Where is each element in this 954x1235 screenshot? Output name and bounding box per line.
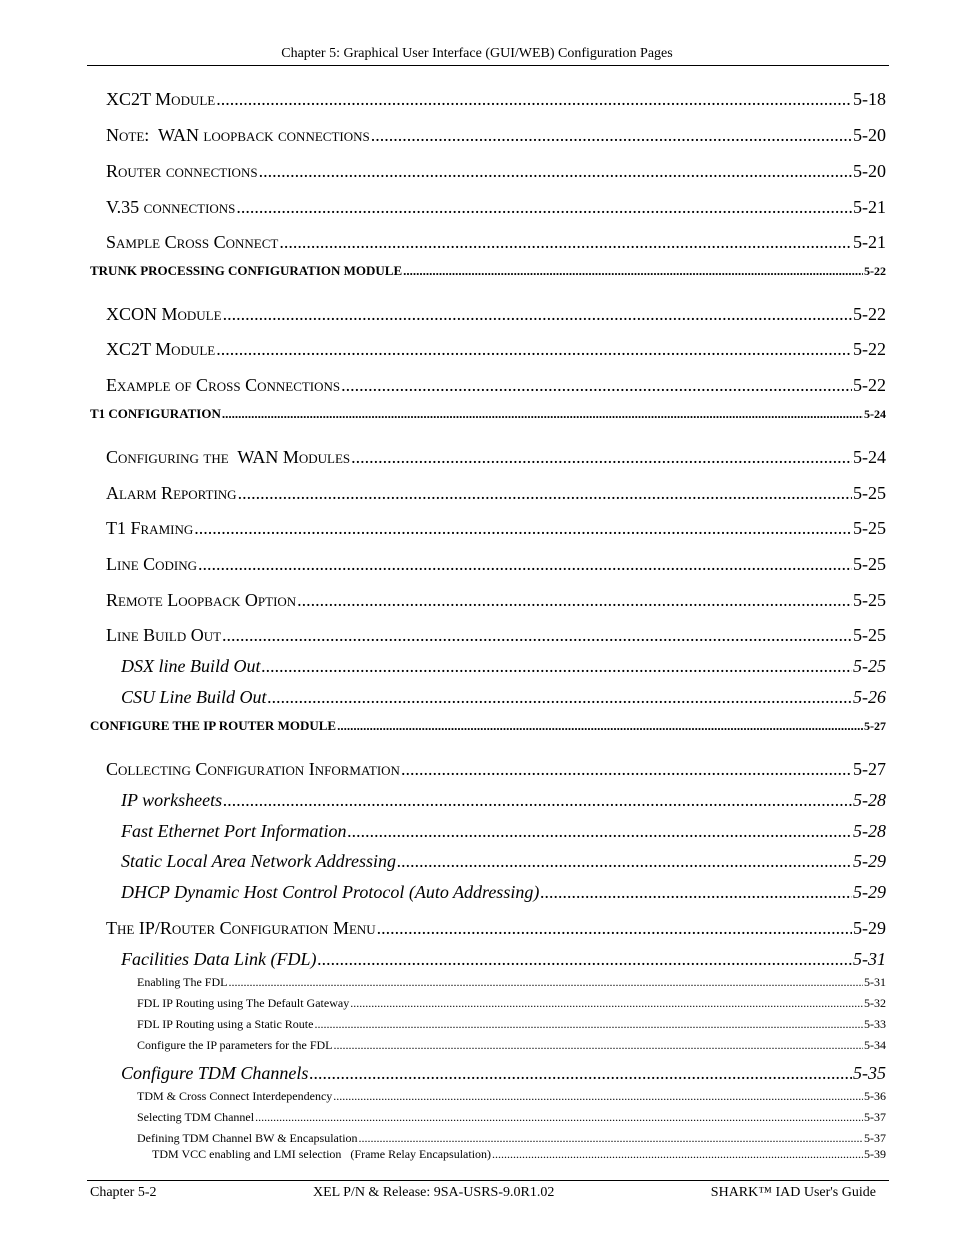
footer-chapter: Chapter 5-2: [90, 1185, 157, 1200]
toc-entry-page: 5-37: [864, 1131, 886, 1145]
toc-entry[interactable]: [137, 1017, 886, 1032]
toc-entry-title: Facilities Data Link (FDL): [121, 949, 317, 969]
toc-entry-title: V.35 connections: [106, 197, 236, 217]
toc-dot-leader: [333, 1089, 863, 1104]
toc-dot-leader: [337, 718, 863, 734]
toc-entry-page: 5-27: [864, 719, 886, 733]
toc-dot-leader: [279, 232, 852, 253]
toc-entry[interactable]: [106, 625, 886, 646]
toc-entry-page: 5-18: [853, 89, 886, 109]
toc-entry-page: 5-34: [864, 1038, 886, 1052]
toc-entry-title: Configure TDM Channels: [121, 1063, 309, 1083]
toc-entry[interactable]: [106, 554, 886, 575]
toc-entry[interactable]: [106, 918, 886, 939]
toc-entry-title: TRUNK PROCESSING CONFIGURATION MODULE: [90, 263, 403, 278]
toc-entry-title: Collecting Configuration Information: [106, 759, 400, 779]
toc-entry-page: 5-26: [853, 687, 886, 707]
toc-entry-title: The IP/Router Configuration Menu: [106, 918, 376, 938]
toc-entry[interactable]: [90, 406, 886, 422]
toc-entry[interactable]: [121, 851, 886, 872]
toc-entry-title: T1 Framing: [106, 518, 194, 538]
toc-entry-page: 5-35: [853, 1063, 886, 1083]
toc-entry-page: 5-24: [864, 407, 886, 421]
toc-entry-title: Example of Cross Connections: [106, 375, 341, 395]
toc-entry-page: 5-36: [864, 1089, 886, 1103]
toc-entry-page: 5-25: [853, 590, 886, 610]
toc-entry-title: Sample Cross Connect: [106, 232, 279, 252]
toc-entry[interactable]: [106, 759, 886, 780]
toc-dot-leader: [216, 339, 852, 360]
toc-dot-leader: [397, 851, 852, 872]
toc-entry-title: IP worksheets: [121, 790, 223, 810]
toc-entry[interactable]: [137, 996, 886, 1011]
toc-entry-title: Static Local Area Network Addressing: [121, 851, 396, 871]
toc-entry-title: DSX line Build Out: [121, 656, 261, 676]
toc-dot-leader: [347, 821, 852, 842]
toc-entry[interactable]: [121, 882, 886, 903]
toc-dot-leader: [334, 1038, 864, 1053]
toc-entry[interactable]: [90, 263, 886, 279]
toc-entry-page: 5-22: [853, 339, 886, 359]
toc-entry[interactable]: [106, 483, 886, 504]
toc-dot-leader: [222, 625, 852, 646]
toc-dot-leader: [255, 1110, 863, 1125]
toc-entry[interactable]: [121, 821, 886, 842]
toc-entry[interactable]: [137, 975, 886, 990]
toc-entry[interactable]: [121, 790, 886, 811]
toc-entry-title: XCON Module: [106, 304, 222, 324]
toc-dot-leader: [228, 975, 863, 990]
toc-entry-title: XC2T Module: [106, 89, 216, 109]
toc-dot-leader: [216, 89, 852, 110]
toc-dot-leader: [540, 882, 852, 903]
toc-entry[interactable]: [106, 125, 886, 146]
toc-entry-title: Remote Loopback Option: [106, 590, 297, 610]
footer-guide-title: SHARK™ IAD User's Guide: [710, 1185, 876, 1200]
page-footer: [90, 1184, 876, 1202]
toc-dot-leader: [401, 759, 852, 780]
toc-entry-page: 5-32: [864, 996, 886, 1010]
toc-entry-page: 5-22: [853, 304, 886, 324]
toc-entry[interactable]: [152, 1147, 886, 1162]
toc-entry[interactable]: [106, 590, 886, 611]
toc-entry-page: 5-28: [853, 821, 886, 841]
footer-part-number: XEL P/N & Release: 9SA-USRS-9.0R1.02: [312, 1185, 555, 1200]
toc-entry[interactable]: [137, 1110, 886, 1125]
toc-entry-title: T1 CONFIGURATION: [90, 406, 221, 421]
toc-entry-page: 5-29: [853, 882, 886, 902]
toc-entry[interactable]: [106, 518, 886, 539]
toc-entry[interactable]: [137, 1038, 886, 1053]
toc-entry[interactable]: [106, 447, 886, 468]
toc-entry-title: Selecting TDM Channel: [137, 1110, 255, 1124]
toc-dot-leader: [223, 304, 852, 325]
toc-entry-title: Router connections: [106, 161, 258, 181]
toc-entry-title: TDM & Cross Connect Interdependency: [137, 1089, 333, 1103]
page-header: Chapter 5: Graphical User Interface (GUI/WEB) Configuration Pages: [281, 46, 673, 61]
toc-entry-page: 5-24: [853, 447, 886, 467]
toc-dot-leader: [371, 125, 852, 146]
toc-entry-title: FDL IP Routing using a Static Route: [137, 1017, 314, 1031]
toc-entry-title: Note: WAN loopback connections: [106, 125, 370, 145]
toc-entry[interactable]: [121, 687, 886, 708]
toc-entry[interactable]: [106, 89, 886, 110]
toc-entry-title: Fast Ethernet Port Information: [121, 821, 347, 841]
toc-entry-page: 5-25: [853, 483, 886, 503]
toc-entry[interactable]: [106, 232, 886, 253]
toc-entry-title: DHCP Dynamic Host Control Protocol (Auto Addressing): [121, 882, 540, 902]
toc-entry-page: 5-22: [853, 375, 886, 395]
toc-dot-leader: [194, 518, 852, 539]
toc-entry-title: CSU Line Build Out: [121, 687, 267, 707]
toc-dot-leader: [403, 263, 863, 279]
footer-rule: [87, 1180, 889, 1181]
toc-entry-page: 5-31: [853, 949, 886, 969]
toc-entry-title: Line Coding: [106, 554, 198, 574]
toc-dot-leader: [351, 447, 852, 468]
toc-entry-page: 5-21: [853, 197, 886, 217]
toc-entry-page: 5-20: [853, 125, 886, 145]
toc-dot-leader: [377, 918, 852, 939]
toc-dot-leader: [359, 1131, 863, 1146]
toc-entry[interactable]: [121, 1063, 886, 1084]
toc-entry-title: XC2T Module: [106, 339, 216, 359]
toc-entry-page: 5-29: [853, 851, 886, 871]
toc-entry-title: TDM VCC enabling and LMI selection (Frame Relay Encapsulation): [152, 1147, 492, 1161]
toc-entry-page: 5-25: [853, 554, 886, 574]
toc-entry-page: 5-25: [853, 518, 886, 538]
toc-dot-leader: [198, 554, 852, 575]
toc-entry-title: Defining TDM Channel BW & Encapsulation: [137, 1131, 358, 1145]
toc-entry-page: 5-28: [853, 790, 886, 810]
toc-entry-title: FDL IP Routing using The Default Gateway: [137, 996, 350, 1010]
toc-entry-title: Enabling The FDL: [137, 975, 228, 989]
toc-entry[interactable]: [106, 304, 886, 325]
toc-dot-leader: [236, 197, 852, 218]
toc-entry[interactable]: [121, 949, 886, 970]
toc-entry-title: Configure the IP parameters for the FDL: [137, 1038, 333, 1052]
toc-dot-leader: [261, 656, 852, 677]
toc-entry-page: 5-37: [864, 1110, 886, 1124]
toc-entry-page: 5-31: [864, 975, 886, 989]
toc-entry-page: 5-21: [853, 232, 886, 252]
toc-entry-title: CONFIGURE THE IP ROUTER MODULE: [90, 718, 337, 733]
toc-dot-leader: [309, 1063, 852, 1084]
toc-entry[interactable]: [106, 161, 886, 182]
toc-entry[interactable]: [106, 375, 886, 396]
toc-dot-leader: [297, 590, 852, 611]
toc-entry-page: 5-25: [853, 656, 886, 676]
toc-entry-page: 5-33: [864, 1017, 886, 1031]
toc-entry-title: Configuring the WAN Modules: [106, 447, 351, 467]
toc-dot-leader: [314, 1017, 863, 1032]
toc-entry[interactable]: [106, 197, 886, 218]
toc-entry[interactable]: [90, 718, 886, 734]
toc-entry[interactable]: [137, 1089, 886, 1104]
toc-entry[interactable]: [121, 656, 886, 677]
toc-dot-leader: [350, 996, 863, 1011]
toc-dot-leader: [238, 483, 852, 504]
toc-dot-leader: [268, 687, 852, 708]
toc-entry-page: 5-39: [864, 1147, 886, 1161]
toc-dot-leader: [223, 790, 852, 811]
toc-entry-page: 5-27: [853, 759, 886, 779]
toc-dot-leader: [222, 406, 863, 422]
toc-dot-leader: [341, 375, 852, 396]
toc-entry-page: 5-22: [864, 264, 886, 278]
toc-entry[interactable]: [137, 1131, 886, 1146]
toc-entry-page: 5-29: [853, 918, 886, 938]
toc-dot-leader: [317, 949, 852, 970]
toc-dot-leader: [259, 161, 852, 182]
toc-entry-page: 5-25: [853, 625, 886, 645]
toc-entry-title: Alarm Reporting: [106, 483, 237, 503]
toc-entry-page: 5-20: [853, 161, 886, 181]
toc-entry-title: Line Build Out: [106, 625, 222, 645]
toc-dot-leader: [492, 1147, 863, 1162]
toc-entry[interactable]: [106, 339, 886, 360]
